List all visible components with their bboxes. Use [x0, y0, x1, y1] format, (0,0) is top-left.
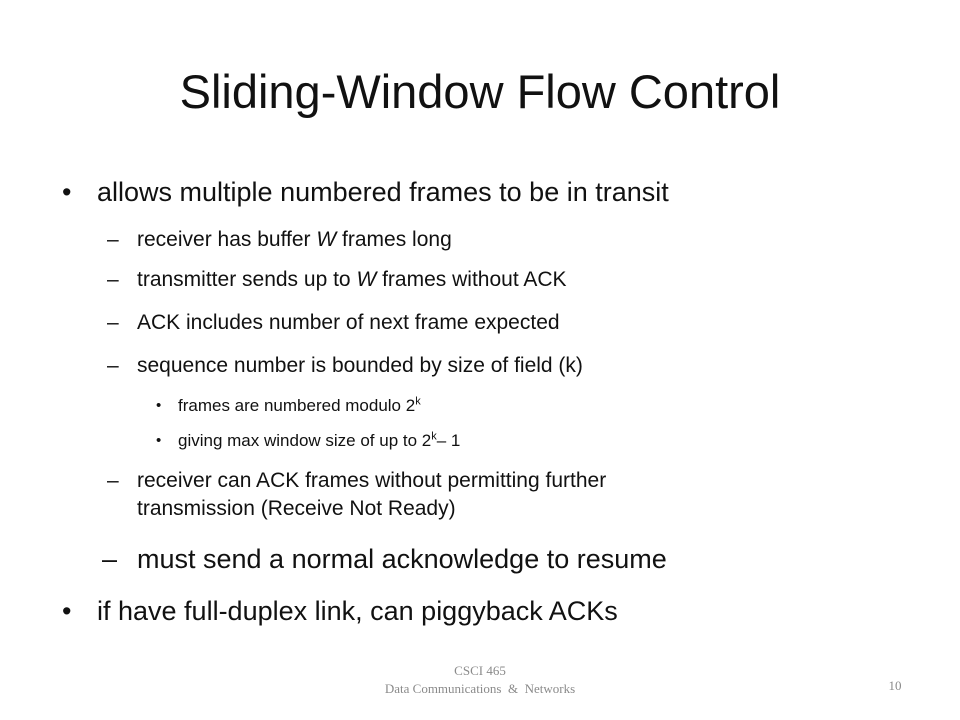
superscript: k [431, 430, 437, 443]
sub-sub-bullet-window-size [156, 430, 461, 452]
slide-footer [330, 662, 630, 698]
sub-sub-bullet-modulo [156, 395, 421, 417]
sub-bullet-receive-not-ready [107, 467, 837, 523]
dash-mark: – [102, 544, 118, 574]
dash-mark: – [107, 268, 119, 291]
footer-course-name: Data Communications & Networks [384, 681, 576, 696]
bullet-text: frames are numbered modulo 2 [178, 396, 416, 415]
bullet-text-prefix: receiver has buffer [137, 228, 317, 251]
bullet-text: sequence number is bounded by size of field (k) [137, 354, 583, 377]
sub-bullet-ack-includes [107, 309, 560, 337]
slide-title: Sliding-Window Flow Control [179, 65, 781, 118]
bullet-text-suffix: frames without ACK [376, 268, 567, 291]
bullet-text-suffix: frames long [336, 228, 452, 251]
dash-mark: – [107, 354, 119, 377]
bullet-text-prefix: transmitter sends up to [137, 268, 357, 291]
bullet-full-duplex [62, 594, 618, 628]
dash-mark: – [107, 311, 119, 334]
page-number: 10 [888, 678, 902, 693]
bullet-text: ACK includes number of next frame expected [137, 311, 560, 334]
sub-bullet-receiver-buffer [107, 226, 452, 254]
footer-course-code: CSCI 465 [454, 663, 506, 678]
superscript: k [415, 395, 421, 408]
dash-mark: – [107, 469, 119, 492]
bullet-mark: • [156, 397, 162, 414]
sub-bullet-sequence-number [107, 352, 583, 380]
bullet-text-line2: transmission (Receive Not Ready) [137, 497, 456, 520]
bullet-text-suffix: – 1 [436, 431, 461, 450]
bullet-text: must send a normal acknowledge to resume [137, 544, 667, 574]
bullet-text: giving max window size of up to 2 [178, 431, 432, 450]
bullet-mark: • [156, 432, 162, 449]
bullet-text: allows multiple numbered frames to be in transit [97, 177, 669, 207]
sub-bullet-transmitter-sends [107, 266, 567, 294]
bullet-mark: • [62, 596, 72, 626]
bullet-text-italic: W [356, 268, 377, 291]
bullet-mark: • [62, 177, 72, 207]
sub-bullet-normal-acknowledge [102, 542, 667, 576]
bullet-text: if have full-duplex link, can piggyback ACKs [97, 596, 618, 626]
bullet-text-italic: W [316, 228, 337, 251]
dash-mark: – [107, 228, 119, 251]
bullet-multiple-frames [62, 175, 669, 209]
bullet-text-line1: receiver can ACK frames without permitting further [137, 469, 607, 492]
